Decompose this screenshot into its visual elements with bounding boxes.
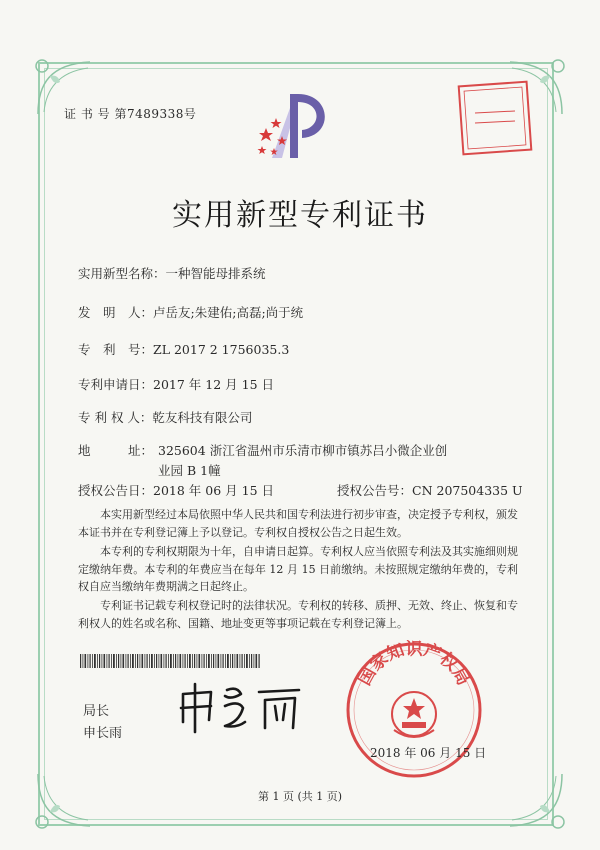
field-grant-number xyxy=(337,481,523,499)
issue-date: 2018 年 06 月 15 日 xyxy=(370,746,487,760)
field-label: 地 址： xyxy=(78,443,154,458)
field-value: 卢岳友;朱建佑;高磊;尚于统 xyxy=(153,305,304,320)
cnipa-logo-icon xyxy=(252,88,340,164)
handwritten-signature xyxy=(175,680,305,736)
field-label: 专 利 权 人： xyxy=(78,410,153,425)
page-number: 第 1 页 (共 1 页) xyxy=(257,790,343,803)
field-patentee xyxy=(78,408,252,426)
field-filing-date xyxy=(78,375,274,393)
field-value: 2017 年 12 月 15 日 xyxy=(153,377,275,392)
field-grant-date xyxy=(78,481,274,499)
field-label: 授权公告号： xyxy=(337,483,413,498)
paragraph: 专利证书记载专利权登记时的法律状况。专利权的转移、质押、无效、终止、恢复和专利权人的姓名或名称、国籍、地址变更等事项记载在专利登记簿上。 xyxy=(78,599,518,630)
signatory-name: 申长雨 xyxy=(83,726,123,741)
field-value: 乾友科技有限公司 xyxy=(152,410,253,425)
field-patent-number xyxy=(78,340,289,358)
paragraph: 本实用新型经过本局依照中华人民共和国专利法进行初步审查，决定授予专利权，颁发本证书并在专利登记簿上予以登记。专利权自授权公告之日起生效。 xyxy=(78,508,518,539)
field-label: 专 利 号： xyxy=(78,342,154,357)
field-value: 325604 浙江省温州市乐清市柳市镇苏吕小微企业创业园 B 1幢 xyxy=(158,443,448,478)
field-label: 实用新型名称： xyxy=(78,266,166,281)
field-value: 一种智能母排系统 xyxy=(165,266,266,281)
field-value: 2018 年 06 月 15 日 xyxy=(153,483,275,498)
field-label: 发 明 人： xyxy=(78,305,154,320)
svg-text:国家知识产权局 xyxy=(355,640,473,689)
seal-text: 国家知识产权局 xyxy=(354,640,474,689)
barcode xyxy=(80,654,260,668)
field-inventor xyxy=(78,303,303,321)
field-value: ZL 2017 2 1756035.3 xyxy=(153,342,290,357)
field-label: 专利申请日： xyxy=(78,377,154,392)
signatory-title: 局长 xyxy=(83,704,110,719)
page-title: 实用新型专利证书 xyxy=(172,198,428,233)
field-label: 授权公告日： xyxy=(78,483,154,498)
field-utility-name xyxy=(78,264,266,282)
agency-seal-top-right xyxy=(455,78,535,158)
field-value: CN 207504335 U xyxy=(412,483,523,498)
certificate-number: 证 书 号 第7489338号 xyxy=(64,107,197,121)
paragraph: 本专利的专利权期限为十年，自申请日起算。专利权人应当依照专利法及其实施细则规定缴纳年费。本专利的年费应当在每年 12 月 15 日前缴纳。未按照规定缴纳年费的，专利权自应当缴纳年费期满之日起终止。 xyxy=(78,545,518,593)
seal-icon xyxy=(455,78,535,158)
